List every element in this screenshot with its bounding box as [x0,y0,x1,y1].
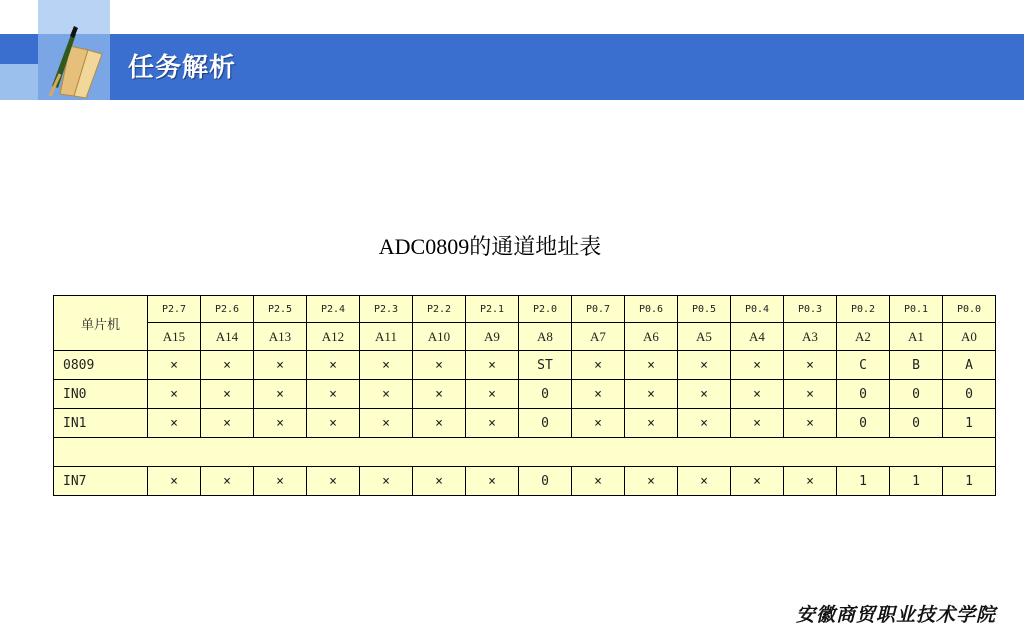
port-cell: P2.6 [201,296,254,323]
data-cell: 1 [943,467,996,496]
data-cell: × [201,380,254,409]
header-accent-left [0,64,38,100]
data-cell: 0 [837,380,890,409]
table-row [54,409,996,438]
data-cell: 1 [890,467,943,496]
port-cell: P0.3 [784,296,837,323]
port-cell: P0.0 [943,296,996,323]
row-label: 0809 [54,351,148,380]
data-cell: × [254,467,307,496]
port-cell: P2.2 [413,296,466,323]
row-label: IN1 [54,409,148,438]
mcu-label: 单片机 [54,296,148,351]
table-row [54,380,996,409]
address-cell: A4 [731,323,784,351]
address-cell: A10 [413,323,466,351]
data-cell: 0 [943,380,996,409]
blank-row [54,438,996,467]
address-cell: A6 [625,323,678,351]
data-cell: × [572,380,625,409]
data-cell: × [307,409,360,438]
address-row [54,323,996,351]
data-cell: ST [519,351,572,380]
address-cell: A8 [519,323,572,351]
data-cell: × [201,351,254,380]
row-label: IN0 [54,380,148,409]
data-cell: × [148,467,201,496]
data-cell: × [466,409,519,438]
port-cell: P0.2 [837,296,890,323]
port-cell: P0.5 [678,296,731,323]
port-cell: P2.0 [519,296,572,323]
data-cell: × [731,380,784,409]
data-cell: × [731,351,784,380]
data-cell: × [360,351,413,380]
port-cell: P0.1 [890,296,943,323]
data-cell: × [254,409,307,438]
data-cell: B [890,351,943,380]
address-cell: A5 [678,323,731,351]
data-cell: 0 [519,467,572,496]
data-cell: × [413,409,466,438]
data-cell: 0 [890,380,943,409]
address-cell: A13 [254,323,307,351]
data-cell: × [307,380,360,409]
data-cell: × [360,467,413,496]
data-cell: × [784,467,837,496]
port-cell: P0.7 [572,296,625,323]
data-cell: × [201,467,254,496]
address-cell: A1 [890,323,943,351]
institution-signature: 安徽商贸职业技术学院 [795,604,996,626]
page-title: 任务解析 [128,53,237,83]
address-cell: A9 [466,323,519,351]
data-cell: 1 [837,467,890,496]
data-cell: × [784,351,837,380]
data-cell: × [307,351,360,380]
data-cell: 0 [837,409,890,438]
data-cell: × [413,351,466,380]
port-cell: P0.4 [731,296,784,323]
data-cell: × [625,351,678,380]
data-cell: A [943,351,996,380]
data-cell: × [731,467,784,496]
data-cell: × [254,351,307,380]
address-cell: A7 [572,323,625,351]
data-cell: × [148,380,201,409]
data-cell: × [413,380,466,409]
data-cell: × [731,409,784,438]
data-cell: × [201,409,254,438]
port-cell: P2.5 [254,296,307,323]
data-cell: × [678,351,731,380]
address-cell: A0 [943,323,996,351]
port-cell: P2.4 [307,296,360,323]
address-cell: A11 [360,323,413,351]
address-cell: A12 [307,323,360,351]
data-cell: × [678,380,731,409]
data-cell: × [360,380,413,409]
data-cell: × [148,409,201,438]
data-cell: C [837,351,890,380]
port-row [54,296,996,323]
pen-brush-icon [42,24,112,100]
data-cell: 0 [519,380,572,409]
data-cell: 1 [943,409,996,438]
address-cell: A15 [148,323,201,351]
data-cell: × [625,380,678,409]
port-cell: P2.3 [360,296,413,323]
data-cell: 0 [519,409,572,438]
data-cell: × [360,409,413,438]
data-cell: × [784,380,837,409]
port-cell: P0.6 [625,296,678,323]
data-cell: × [625,409,678,438]
row-label: IN7 [54,467,148,496]
channel-address-table [53,295,996,496]
data-cell: × [307,467,360,496]
data-cell: × [572,351,625,380]
data-cell: × [678,409,731,438]
port-cell: P2.7 [148,296,201,323]
data-cell: × [572,467,625,496]
data-cell: × [148,351,201,380]
data-cell: × [466,380,519,409]
table-title: ADC0809的通道地址表 [378,234,602,259]
address-cell: A14 [201,323,254,351]
data-cell: × [413,467,466,496]
port-cell: P2.1 [466,296,519,323]
data-cell: × [466,467,519,496]
table-row [54,351,996,380]
address-cell: A2 [837,323,890,351]
table-row [54,467,996,496]
blank-cell [54,438,996,467]
data-cell: 0 [890,409,943,438]
data-cell: × [254,380,307,409]
data-cell: × [466,351,519,380]
data-cell: × [678,467,731,496]
data-cell: × [784,409,837,438]
address-cell: A3 [784,323,837,351]
data-cell: × [625,467,678,496]
data-cell: × [572,409,625,438]
